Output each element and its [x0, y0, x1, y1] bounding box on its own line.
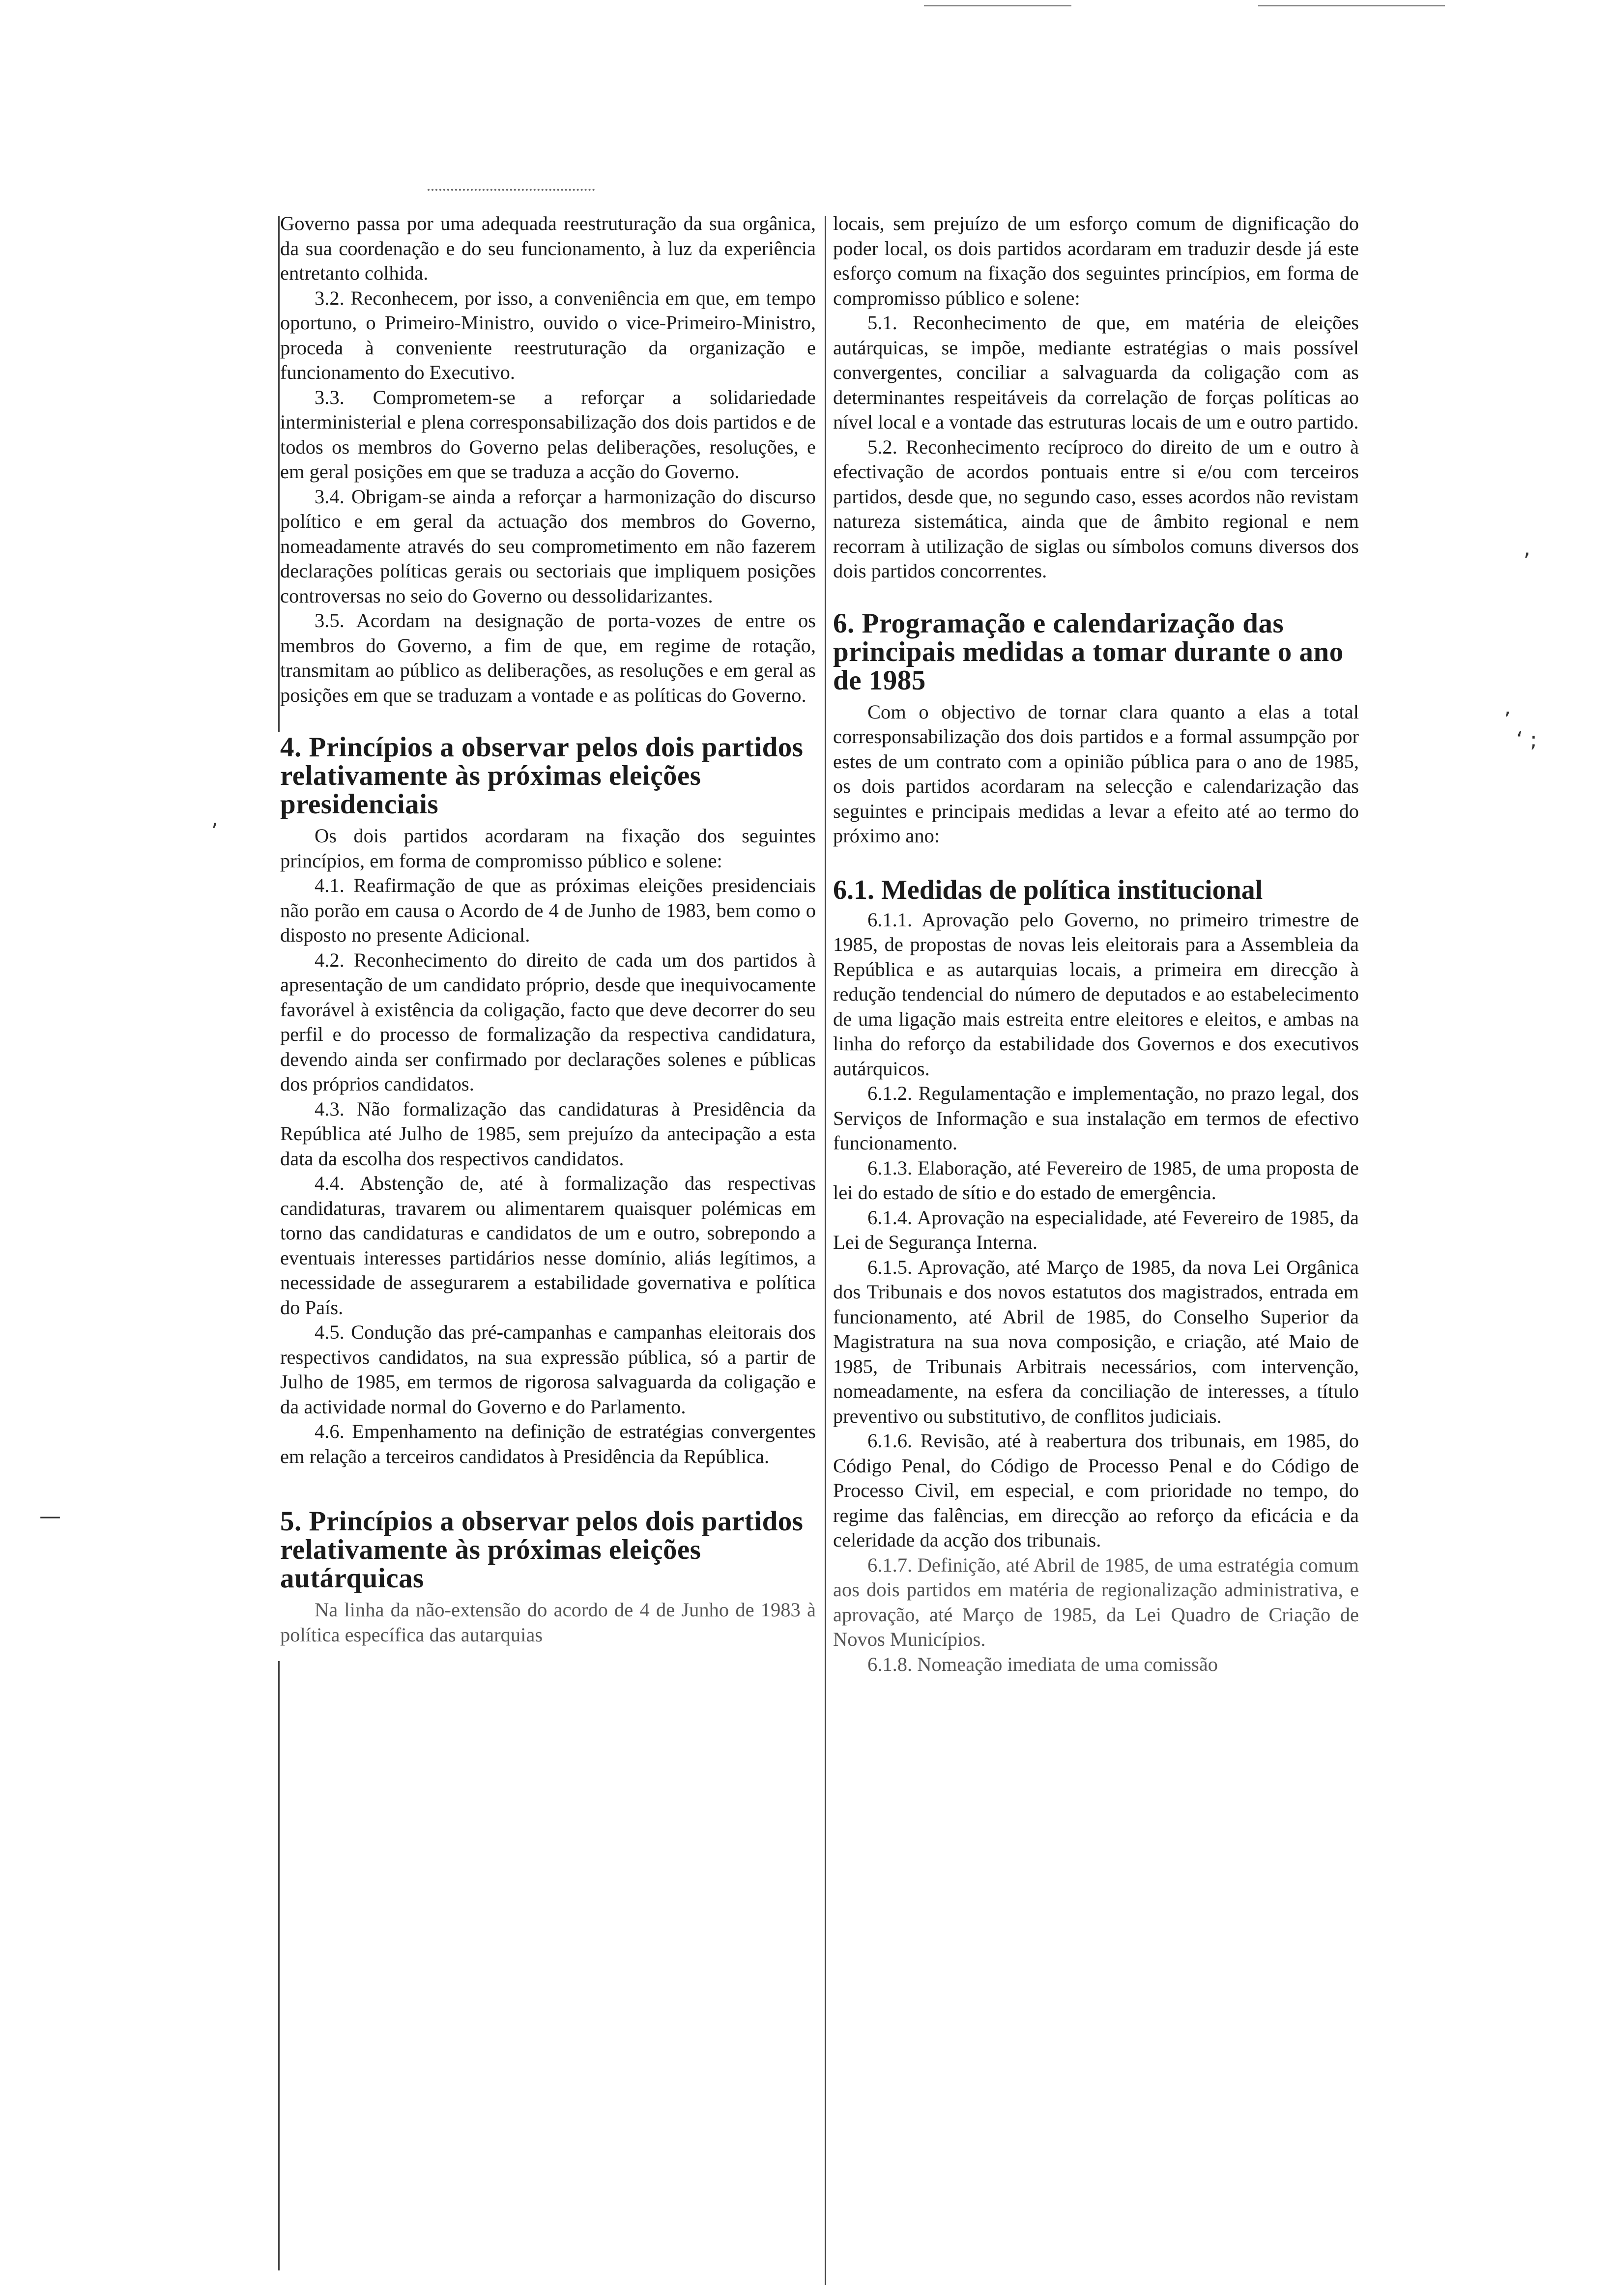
paragraph: 6.1.8. Nomeação imediata de uma comissão [867, 1653, 1218, 1675]
paragraph: 4.6. Empenhamento na definição de estratégias convergentes em relação a terceiros candidatos à Presidência da República. [280, 1420, 816, 1467]
top-rule-left [924, 5, 1071, 6]
scan-speck-2: ’ [1504, 708, 1511, 733]
scan-speck-5: — [39, 1504, 61, 1529]
paragraph: 6.1.5. Aprovação, até Março de 1985, da nova Lei Orgânica dos Tribunais e dos novos estatutos dos magistrados, entrada em funcionamento, até Abril de 1985, do Conselho Superior da Magistratura na sua nova composição, e criação, até Maio de 1985, de Tribunais Arbitrais necessários, com intervenção, nomeadamente, na esfera da conciliação de interesses, a título preventivo ou substitutivo, de conflitos judiciais. [833, 1256, 1359, 1427]
paragraph: Com o objectivo de tornar clara quanto a elas a total corresponsabilização dos dois partidos e a formal assumpção por estes de um contrato com a opinião pública para o ano de 1985, os dois partidos acordaram na selecção e calendarização das seguintes e principais medidas a levar a efeito até ao termo do próximo ano: [833, 700, 1359, 847]
subsection-heading-6-1: 6.1. Medidas de política institucional [833, 874, 1263, 905]
section-heading-5: 5. Princípios a observar pelos dois partidos relativamente às próximas eleições autárquicas [280, 1506, 804, 1594]
paragraph: 6.1.1. Aprovação pelo Governo, no primeiro trimestre de 1985, de propostas de novas leis eleitorais para a Assembleia da República e as autarquias locais, a primeira em direcção à redução tendencial do número de deputados e ao estabelecimento de uma ligação mais estreita entre eleitores e eleitos, e ambas na linha do reforço da estabilidade dos Governos e dos executivos autárquicos. [833, 908, 1359, 1080]
paragraph: 5.1. Reconhecimento de que, em matéria de eleições autárquicas, se impõe, mediante estratégias o mais possível convergentes, conciliar a salvaguarda da coligação com as determinantes respeitáveis da correlação de forças políticas ao nível local e a vontade das estruturas locais de um e outro partido. [833, 312, 1359, 433]
paragraph: 4.4. Abstenção de, até à formalização das respectivas candidaturas, travarem ou alimentarem quaisquer polémicas em torno das candidaturas e candidatos de um e outro, sobrepondo a eventuais interesses partidários nesse domínio, aliás legítimos, a necessidade de assegurarem a estabilidade governativa e política do País. [280, 1172, 816, 1319]
scan-speck-1: , [1524, 536, 1530, 561]
paragraph: Governo passa por uma adequada reestruturação da sua orgânica, da sua coordenação e do seu funcionamento, à luz da experiência entretanto colhida. [280, 212, 816, 284]
section-heading-4: 4. Princípios a observar pelos dois partidos relativamente às próximas eleições presidenciais [280, 732, 804, 820]
paragraph: locais, sem prejuízo de um esforço comum de dignificação do poder local, os dois partidos acordaram em traduzir desde já este esforço comum na fixação dos seguintes princípios, em forma de compromisso público e solene: [833, 212, 1359, 309]
paragraph: 6.1.4. Aprovação na especialidade, até Fevereiro de 1985, da Lei de Segurança Interna. [833, 1206, 1359, 1253]
top-rule-right [1258, 5, 1445, 6]
paragraph: 4.5. Condução das pré-campanhas e campanhas eleitorais dos respectivos candidatos, na sua expressão pública, só a partir de Julho de 1985, em termos de rigorosa salvaguarda da coligação e da actividade normal do Governo e do Parlamento. [280, 1321, 816, 1418]
paragraph: 4.1. Reafirmação de que as próximas eleições presidenciais não porão em causa o Acordo de 4 de Junho de 1983, bem como o disposto no presente Adicional. [280, 874, 816, 946]
paragraph: Os dois partidos acordaram na fixação dos seguintes princípios, em forma de compromisso público e solene: [280, 825, 816, 872]
paragraph: 4.3. Não formalização das candidaturas à Presidência da República até Julho de 1985, sem prejuízo da antecipação a esta data da escolha dos respectivos candidatos. [280, 1097, 816, 1170]
paragraph: 3.5. Acordam na designação de porta-vozes de entre os membros do Governo, a fim de que, em regime de rotação, transmitam ao público as deliberações, as resoluções e em geral as posições em que se traduzam a vontade e as políticas do Governo. [280, 609, 816, 706]
right-column [833, 211, 1359, 1677]
scan-speck-4: , [211, 806, 218, 831]
left-margin-bar-top [278, 216, 280, 732]
paragraph: 3.4. Obrigam-se ainda a reforçar a harmonização do discurso político e em geral da actuação dos membros do Governo, nomeadamente através do seu comprometimento em não fazerem declarações políticas gerais ou sectoriais que impliquem posições controversas no seio do Governo ou dessolidarizantes. [280, 485, 816, 607]
paragraph: 6.1.3. Elaboração, até Fevereiro de 1985, de uma proposta de lei do estado de sítio e do estado de emergência. [833, 1156, 1359, 1204]
paragraph: Na linha da não-extensão do acordo de 4 de Junho de 1983 à política específica das autarquias [280, 1599, 816, 1646]
paragraph: 5.2. Reconhecimento recíproco do direito de um e outro à efectivação de acordos pontuais entre si e/ou com terceiros partidos, desde que, no segundo caso, esses acordos não revistam natureza sistemática, ainda que de âmbito regional e nem recorram à utilização de siglas ou símbolos comuns diversos dos dois partidos concorrentes. [833, 435, 1359, 582]
paragraph: 6.1.7. Definição, até Abril de 1985, de uma estratégia comum aos dois partidos em matéria de regionalização administrativa, e aprovação, até Março de 1985, da Lei Quadro de Criação de Novos Municípios. [833, 1553, 1359, 1650]
section-heading-6: 6. Programação e calendarização das principais medidas a tomar durante o ano de 1985 [833, 607, 1344, 696]
left-margin-bar-bottom [278, 1661, 280, 2270]
column-divider [825, 216, 826, 2285]
paragraph: 6.1.6. Revisão, até à reabertura dos tribunais, em 1985, do Código Penal, do Código de Processo Penal e do Código de Processo Civil, em especial, e com prioridade no tempo, do regime das falências, em direcção ao reforço da eficácia e da celeridade da acção dos tribunais. [833, 1430, 1359, 1551]
paragraph: 3.2. Reconhecem, por isso, a conveniência em que, em tempo oportuno, o Primeiro-Ministro, ouvido o vice-Primeiro-Ministro, proceda à conveniente reestruturação da organização e funcionamento do Executivo. [280, 287, 816, 383]
paragraph: 6.1.2. Regulamentação e implementação, no prazo legal, dos Serviços de Informação e sua instalação em termos de efectivo funcionamento. [833, 1082, 1359, 1154]
left-column [280, 211, 816, 1647]
paragraph: 4.2. Reconhecimento do direito de cada um dos partidos à apresentação de um candidato próprio, desde que inequivocamente favorável à existência da coligação, facto que deve decorrer do seu perfil e do processo de formalização da respectiva candidatura, devendo ainda ser confirmado por declarações solenes e públicas dos próprios candidatos. [280, 948, 816, 1095]
scan-speck-3: ‘ ; [1516, 727, 1537, 752]
paragraph: 3.3. Comprometem-se a reforçar a solidariedade interministerial e plena corresponsabilização dos dois partidos e de todos os membros do Governo pelas deliberações, resoluções, e em geral posições em que se traduza a acção do Governo. [280, 386, 816, 483]
scan-mark [428, 189, 595, 201]
